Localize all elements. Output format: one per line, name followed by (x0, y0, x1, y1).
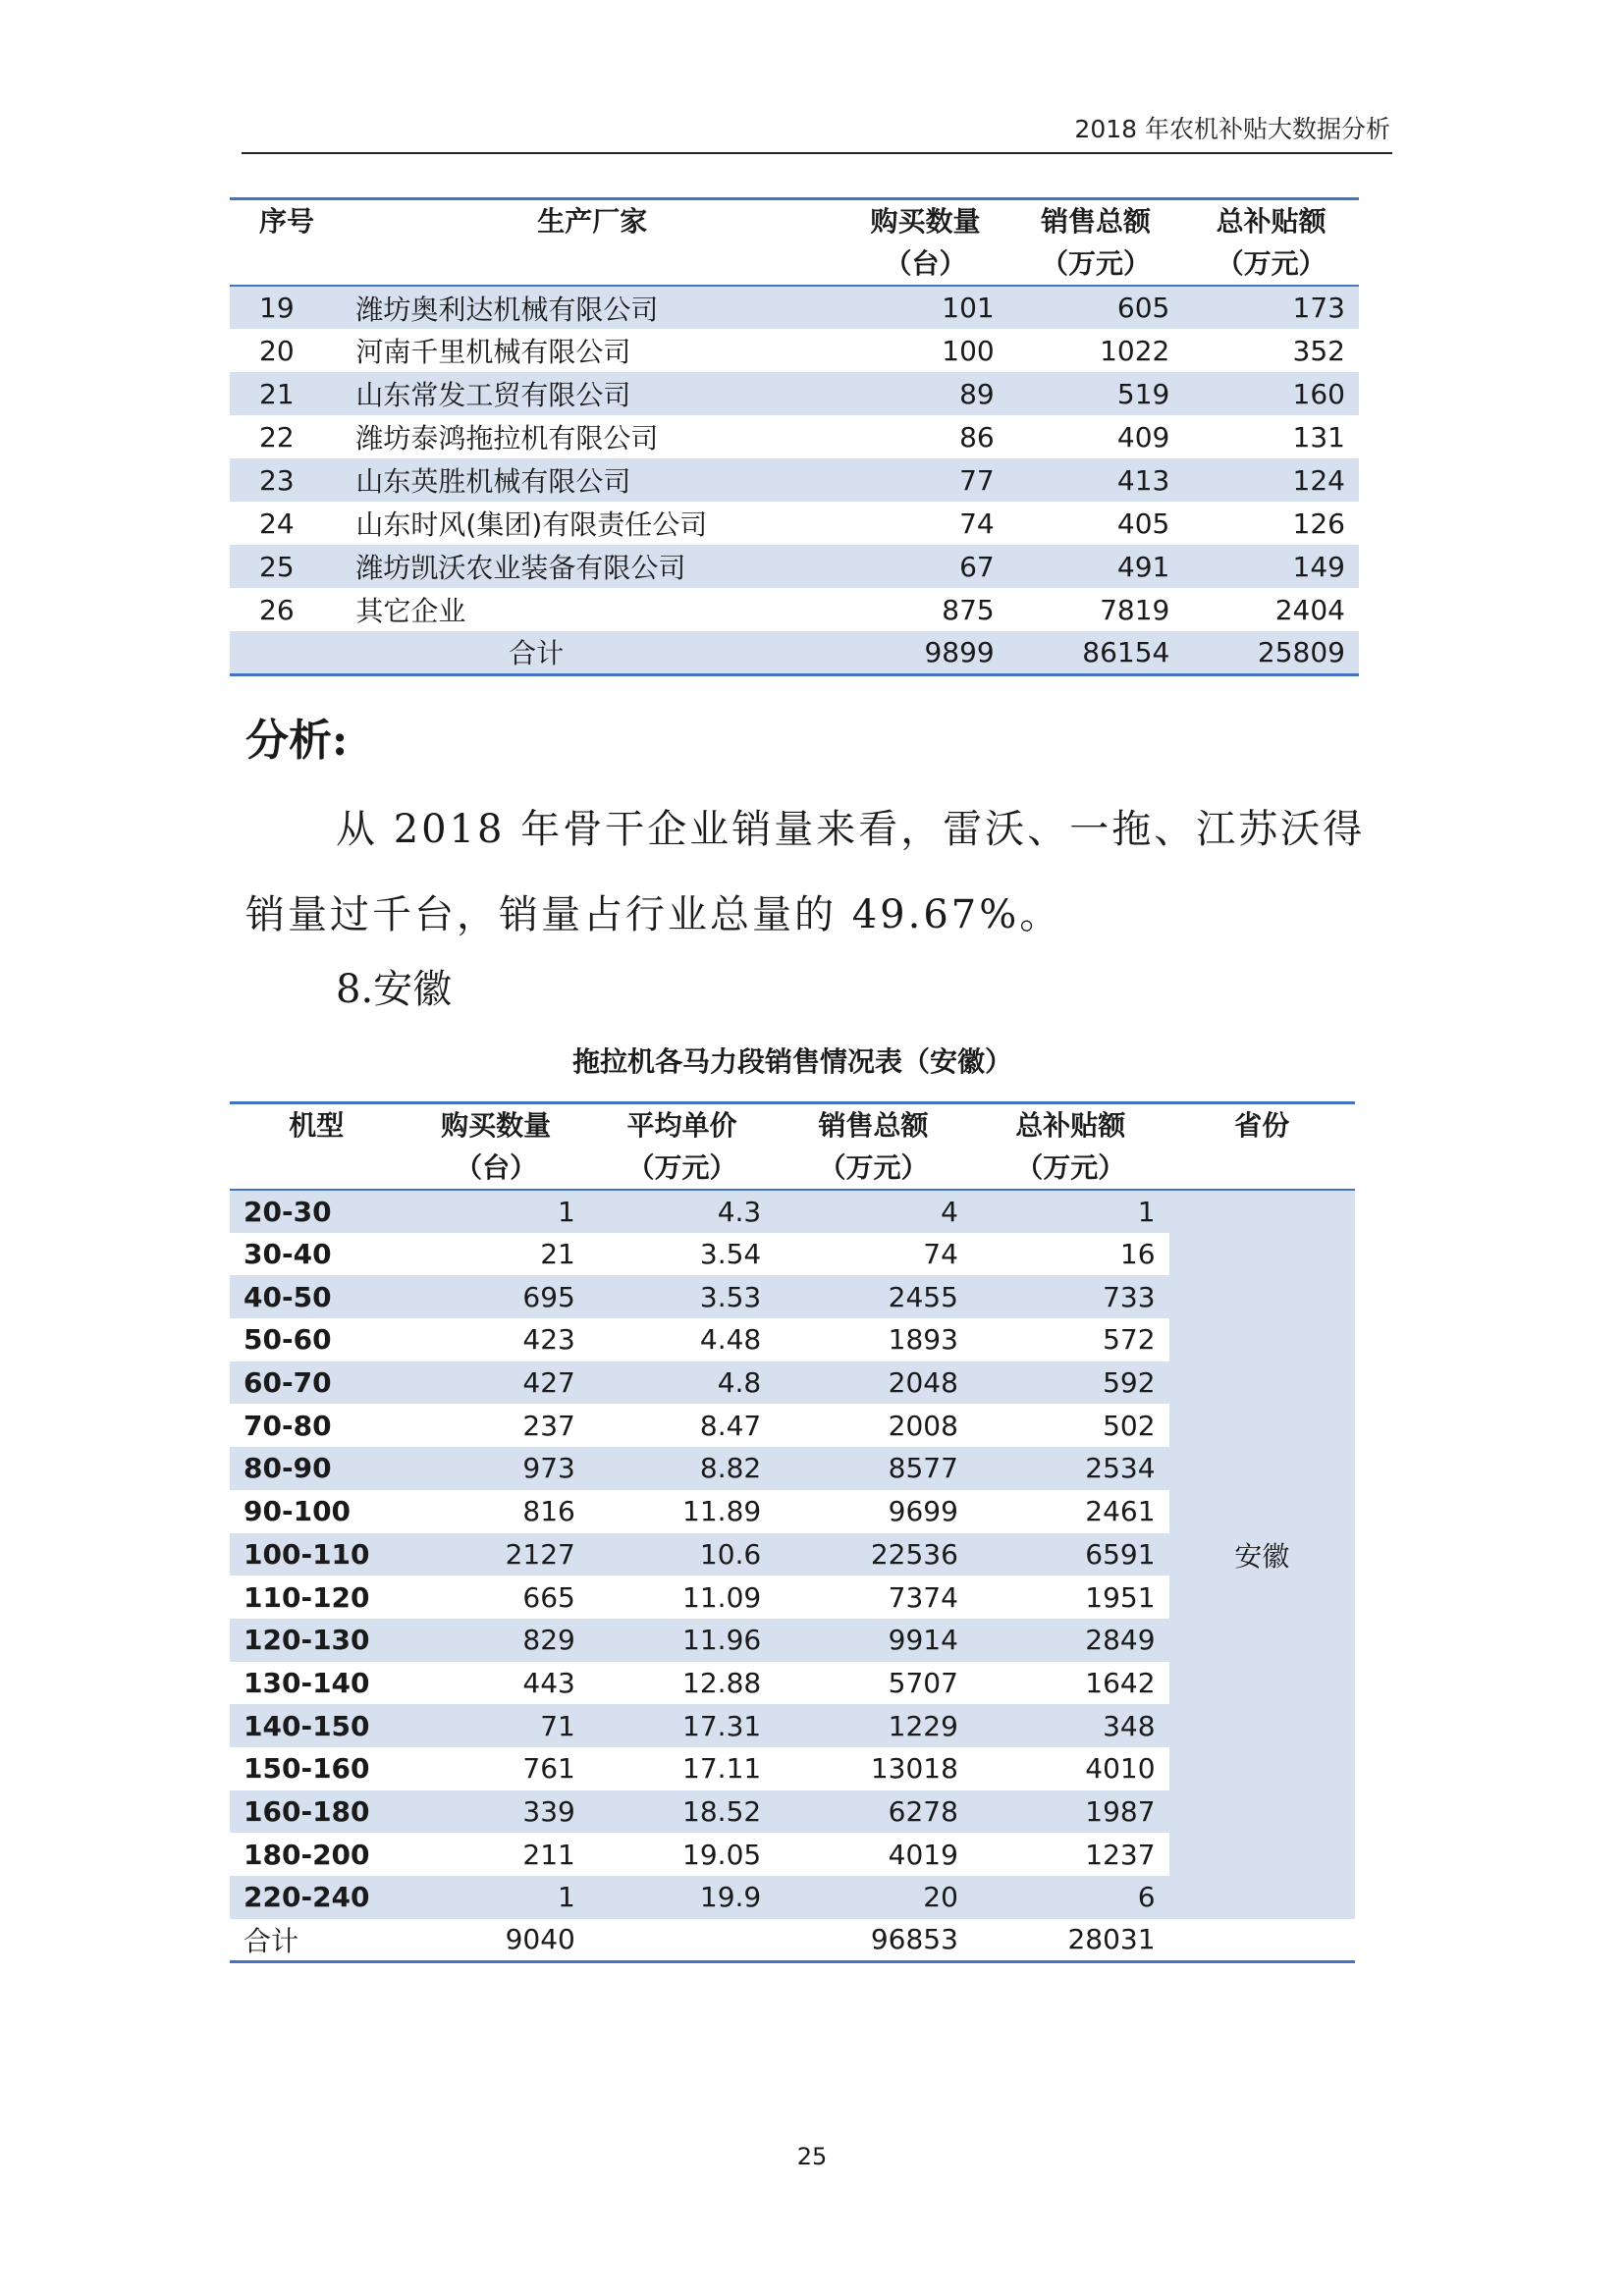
row-number: 24 (259, 507, 295, 540)
sales-value: 1022 (1100, 334, 1170, 367)
quantity-value: 237 (522, 1409, 575, 1442)
total-row (230, 1919, 1355, 1962)
table-header-row (230, 199, 1359, 287)
sales-value: 8577 (775, 1447, 972, 1490)
subsidy-value: 502 (1103, 1409, 1156, 1442)
total-label: 合计 (230, 1919, 403, 1962)
avg-price-value: 19.9 (589, 1876, 775, 1919)
row-number: 22 (259, 420, 295, 454)
sales-value: 1893 (888, 1323, 958, 1357)
table-row (230, 458, 1359, 502)
quantity-value: 21 (540, 1238, 575, 1271)
col-header-quantity: 购买数量 （台） (403, 1103, 588, 1191)
table-row (230, 502, 1359, 545)
quantity-value: 74 (959, 507, 995, 540)
total-sales: 96853 (775, 1919, 972, 1962)
sales-value: 9914 (775, 1619, 972, 1662)
quantity-value: 211 (522, 1838, 575, 1871)
quantity-value: 1 (403, 1190, 588, 1233)
sales-value: 9699 (888, 1495, 958, 1528)
row-number: 25 (230, 545, 342, 588)
sales-value: 74 (923, 1238, 958, 1271)
sales-value: 5707 (888, 1666, 958, 1699)
quantity-value: 1 (403, 1876, 588, 1919)
sales-value: 6278 (775, 1790, 972, 1834)
col-header-quantity: 购买数量 （台） (842, 199, 1008, 287)
total-avg-price (589, 1919, 775, 1962)
avg-price-value: 11.09 (682, 1580, 762, 1614)
table-row (230, 329, 1359, 372)
model-range: 140-150 (230, 1704, 403, 1747)
table-row (230, 545, 1359, 588)
col-header-no: 序号 (230, 199, 342, 287)
col-header-subsidy: 总补贴额 （万元） (1183, 199, 1359, 287)
table-header-row (230, 1103, 1355, 1191)
subsidy-value: 572 (1103, 1323, 1156, 1357)
col-header-avg-price: 平均单价 （万元） (589, 1103, 775, 1191)
subsidy-value: 2461 (1085, 1495, 1156, 1528)
quantity-value: 86 (959, 420, 995, 454)
sales-value: 20 (775, 1876, 972, 1919)
subsidy-value: 1 (972, 1190, 1169, 1233)
subsidy-value: 131 (1292, 420, 1345, 454)
avg-price-value: 18.52 (589, 1790, 775, 1834)
subsidy-value: 126 (1292, 507, 1345, 540)
quantity-value: 77 (842, 458, 1008, 502)
avg-price-value: 8.47 (699, 1409, 762, 1442)
header-rule (242, 152, 1392, 154)
avg-price-value: 17.31 (589, 1704, 775, 1747)
sales-value: 13018 (870, 1752, 958, 1786)
analysis-heading: 分析: (245, 716, 349, 766)
sales-value: 1229 (775, 1704, 972, 1747)
model-range: 120-130 (230, 1619, 403, 1662)
avg-price-value: 17.11 (682, 1752, 762, 1786)
model-range: 20-30 (230, 1190, 403, 1233)
sales-value: 2008 (888, 1409, 958, 1442)
quantity-value: 665 (522, 1580, 575, 1614)
manufacturer-name: 山东常发工贸有限公司 (342, 372, 842, 415)
col-header-model: 机型 (230, 1103, 403, 1191)
manufacturer-name: 其它企业 (355, 595, 466, 627)
subsidy-value: 2849 (972, 1619, 1169, 1662)
subsidy-value: 6591 (972, 1533, 1169, 1576)
sales-value: 2455 (775, 1275, 972, 1318)
sales-value: 7374 (888, 1580, 958, 1614)
row-number: 20 (259, 334, 295, 367)
table-row (230, 286, 1359, 329)
table-row (230, 415, 1359, 458)
model-range: 110-120 (244, 1580, 370, 1614)
model-range: 50-60 (244, 1323, 332, 1357)
sales-value: 605 (1008, 286, 1184, 329)
subsidy-value: 1237 (1085, 1838, 1156, 1871)
model-range: 180-200 (244, 1838, 370, 1871)
quantity-value: 443 (522, 1666, 575, 1699)
total-quantity: 9040 (403, 1919, 588, 1962)
row-number: 19 (230, 286, 342, 329)
subsidy-value: 149 (1183, 545, 1359, 588)
avg-price-value: 19.05 (682, 1838, 762, 1871)
avg-price-value: 11.89 (682, 1495, 762, 1528)
sales-value: 22536 (775, 1533, 972, 1576)
subsidy-value: 173 (1183, 286, 1359, 329)
quantity-value: 829 (403, 1619, 588, 1662)
sales-value: 413 (1008, 458, 1184, 502)
total-label: 合计 (230, 631, 842, 674)
subsidy-value: 1987 (972, 1790, 1169, 1834)
col-header-manufacturer: 生产厂家 (342, 199, 842, 287)
quantity-value: 89 (842, 372, 1008, 415)
row-number: 23 (230, 458, 342, 502)
avg-price-value: 4.48 (699, 1323, 762, 1357)
model-range: 220-240 (230, 1876, 403, 1919)
model-range: 60-70 (230, 1362, 403, 1405)
col-header-province: 省份 (1169, 1103, 1355, 1191)
total-subsidy: 28031 (972, 1919, 1169, 1962)
avg-price-value: 11.96 (589, 1619, 775, 1662)
subsidy-value: 1951 (1085, 1580, 1156, 1614)
quantity-value: 67 (842, 545, 1008, 588)
quantity-value: 875 (942, 593, 995, 626)
quantity-value: 973 (403, 1447, 588, 1490)
row-number: 21 (230, 372, 342, 415)
quantity-value: 101 (842, 286, 1008, 329)
model-range: 30-40 (244, 1238, 332, 1271)
sales-value: 2048 (775, 1362, 972, 1405)
avg-price-value: 12.88 (682, 1666, 762, 1699)
model-range: 100-110 (230, 1533, 403, 1576)
sales-value: 409 (1116, 420, 1170, 454)
manufacturer-name: 潍坊奥利达机械有限公司 (342, 286, 842, 329)
quantity-value: 100 (942, 334, 995, 367)
subsidy-value: 4010 (1085, 1752, 1156, 1786)
analysis-paragraph: 从 2018 年骨干企业销量来看，雷沃、一拖、江苏沃得销量过千台，销量占行业总量的 49.67%。 (245, 807, 1366, 937)
avg-price-value: 4.8 (589, 1362, 775, 1405)
subsidy-value: 6 (972, 1876, 1169, 1919)
subsidy-value: 348 (972, 1704, 1169, 1747)
total-province (1169, 1919, 1355, 1962)
avg-price-value: 8.82 (589, 1447, 775, 1490)
model-range: 130-140 (244, 1666, 370, 1699)
sales-value: 4019 (888, 1838, 958, 1871)
quantity-value: 71 (403, 1704, 588, 1747)
subsidy-value: 733 (972, 1275, 1169, 1318)
avg-price-value: 3.53 (589, 1275, 775, 1318)
quantity-value: 339 (403, 1790, 588, 1834)
col-header-subsidy: 总补贴额 （万元） (972, 1103, 1169, 1191)
horsepower-table (230, 1101, 1355, 1963)
quantity-value: 761 (522, 1752, 575, 1786)
total-sales: 86154 (1008, 631, 1184, 674)
quantity-value: 816 (522, 1495, 575, 1528)
quantity-value: 2127 (403, 1533, 588, 1576)
manufacturer-name: 山东英胜机械有限公司 (342, 458, 842, 502)
table-row (230, 1190, 1355, 1233)
avg-price-value: 4.3 (589, 1190, 775, 1233)
quantity-value: 423 (522, 1323, 575, 1357)
table-caption: 拖拉机各马力段销售情况表（安徽） (571, 1045, 1012, 1078)
sales-value: 405 (1116, 507, 1170, 540)
table-row (230, 372, 1359, 415)
avg-price-value: 10.6 (589, 1533, 775, 1576)
quantity-value: 695 (403, 1275, 588, 1318)
model-range: 150-160 (244, 1752, 370, 1786)
subsidy-value: 2404 (1274, 593, 1345, 626)
subsidy-value: 160 (1183, 372, 1359, 415)
model-range: 90-100 (244, 1495, 352, 1528)
total-quantity: 9899 (842, 631, 1008, 674)
subsidy-value: 1642 (1085, 1666, 1156, 1699)
sales-value: 7819 (1100, 593, 1170, 626)
manufacturer-name: 山东时风(集团)有限责任公司 (355, 508, 708, 541)
col-header-sales: 销售总额 （万元） (1008, 199, 1184, 287)
running-header: 2018 年农机补贴大数据分析 (1074, 115, 1390, 143)
row-number: 26 (259, 593, 295, 626)
model-range: 40-50 (230, 1275, 403, 1318)
total-row (230, 631, 1359, 674)
subsidy-value: 352 (1292, 334, 1345, 367)
total-subsidy: 25809 (1183, 631, 1359, 674)
subsidy-value: 16 (1119, 1238, 1156, 1271)
sales-value: 491 (1008, 545, 1184, 588)
manufacturer-table (230, 197, 1359, 676)
model-range: 70-80 (244, 1409, 332, 1442)
col-header-sales: 销售总额 （万元） (775, 1103, 972, 1191)
manufacturer-name: 河南千里机械有限公司 (355, 336, 631, 368)
subsidy-value: 2534 (972, 1447, 1169, 1490)
table-row (230, 588, 1359, 631)
page-number: 25 (796, 2143, 828, 2170)
sales-value: 4 (775, 1190, 972, 1233)
avg-price-value: 3.54 (699, 1238, 762, 1271)
manufacturer-name: 潍坊泰鸿拖拉机有限公司 (355, 422, 659, 454)
manufacturer-name: 潍坊凯沃农业装备有限公司 (342, 545, 842, 588)
model-range: 80-90 (230, 1447, 403, 1490)
subsidy-value: 124 (1183, 458, 1359, 502)
quantity-value: 427 (403, 1362, 588, 1405)
province-cell: 安徽 (1169, 1190, 1355, 1919)
subsidy-value: 592 (972, 1362, 1169, 1405)
sales-value: 519 (1008, 372, 1184, 415)
section-heading: 8.安徽 (336, 967, 453, 1012)
model-range: 160-180 (230, 1790, 403, 1834)
